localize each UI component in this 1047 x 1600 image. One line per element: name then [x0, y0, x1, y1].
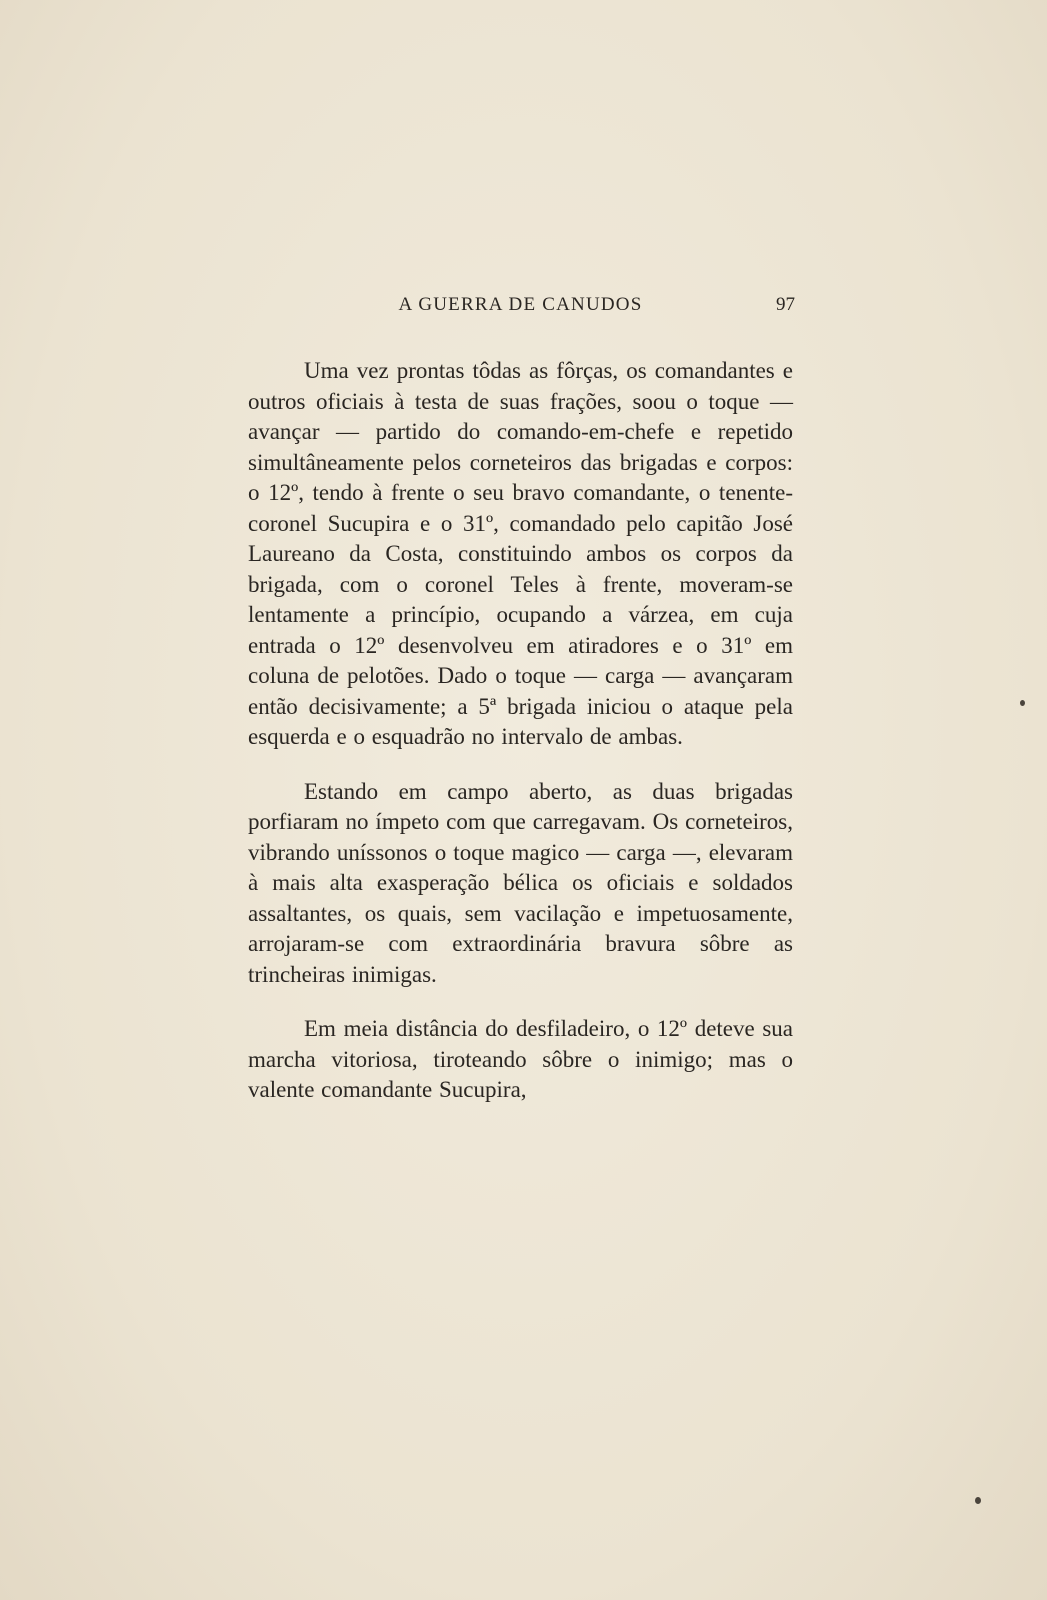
paragraph: Estando em campo aberto, as duas brigadas porfiaram no ímpeto com que carregavam. Os corneteiros, vibrando uníssonos o toque magico — carga —, elevaram à mais alta exasperação bélica os oficiais e soldados assaltantes, os quais, sem vacilação e impetuosamente, arrojaram-se com extraordinária bravura sôbre as trincheiras inimigas.: [248, 778, 793, 987]
paragraph: Uma vez prontas tôdas as fôrças, os comandantes e outros oficiais à testa de suas frações, soou o toque — avançar — partido do comando-em-chefe e repetido simultâneamente pelos corneteiros das brigadas e corpos: o 12º, tendo à frente o seu bravo comandante, o tenente-coronel Sucupira e o 31º, comandado pelo capitão José Laureano da Costa, constituindo ambos os corpos da brigada, com o coronel Teles à frente, moveram-se lentamente a princípio, ocupando a várzea, em cuja entrada o 12º desenvolveu em atiradores e o 31º em coluna de pelotões. Dado o toque — carga — avançaram então decisivamente; a 5ª brigada iniciou o ataque pela esquerda e o esquadrão no intervalo de ambas.: [248, 358, 793, 749]
paper-speck: [975, 1497, 981, 1504]
running-head: [248, 290, 793, 320]
page-number: 97: [776, 294, 795, 315]
body-text: [248, 356, 793, 1106]
running-title: A GUERRA DE CANUDOS: [398, 294, 643, 315]
paragraph: Em meia distância do desfiladeiro, o 12º deteve sua marcha vitoriosa, tiroteando sôbre o inimigo; mas o valente comandante Sucupira,: [248, 1016, 793, 1102]
paper-speck: [1020, 700, 1025, 706]
